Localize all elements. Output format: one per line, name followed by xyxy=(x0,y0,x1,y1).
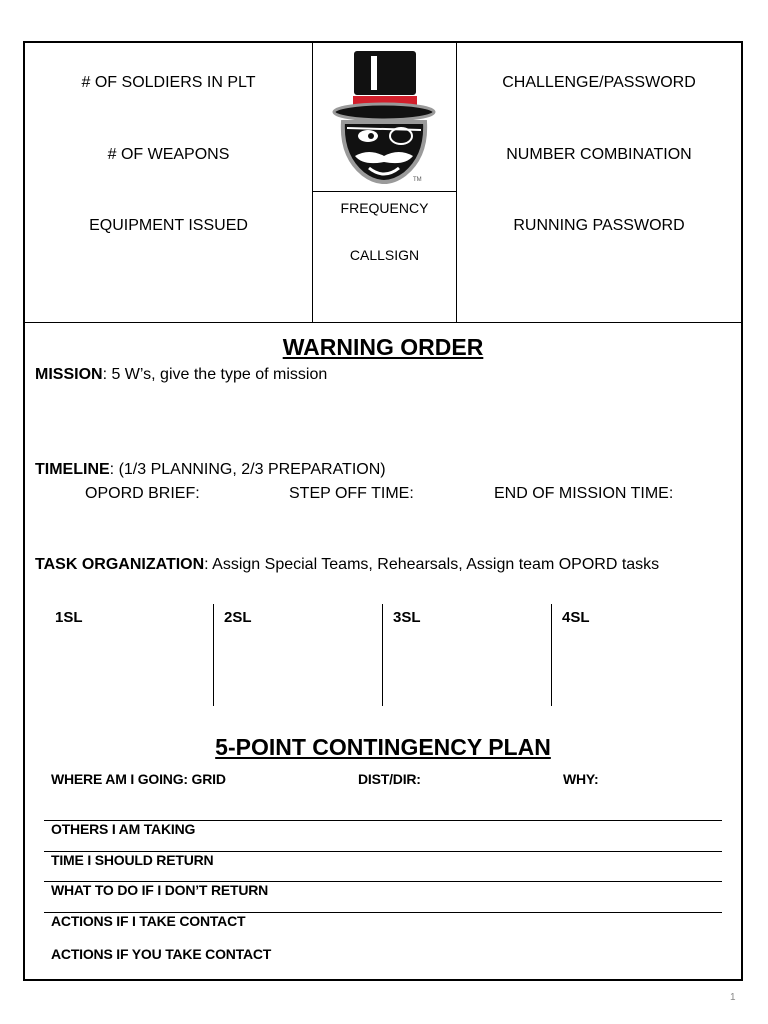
weapons-count-label: # OF WEAPONS xyxy=(107,146,230,163)
logo-divider xyxy=(312,191,457,192)
contingency-item: OTHERS I AM TAKING xyxy=(51,821,196,837)
end-of-mission-time-label: END OF MISSION TIME: xyxy=(494,485,674,502)
challenge-password-label: CHALLENGE/PASSWORD xyxy=(502,74,696,91)
task-organization-line xyxy=(35,556,659,574)
number-combination-label: NUMBER COMBINATION xyxy=(506,146,692,163)
header-bottom-divider xyxy=(25,322,741,323)
squad-divider xyxy=(382,604,383,706)
contingency-plan-title: 5-POINT CONTINGENCY PLAN xyxy=(215,734,551,760)
trademark-mark: TM xyxy=(413,177,422,183)
mission-text: : 5 W’s, give the type of mission xyxy=(102,366,328,383)
opord-brief-label: OPORD BRIEF: xyxy=(85,485,200,502)
dist-dir-label: DIST/DIR: xyxy=(358,771,421,787)
where-going-label: WHERE AM I GOING: GRID xyxy=(51,771,226,787)
squad-divider xyxy=(213,604,214,706)
page-number: 1 xyxy=(730,992,736,1003)
squad-leader-3: 3SL xyxy=(393,609,421,626)
contingency-item: TIME I SHOULD RETURN xyxy=(51,852,214,868)
callsign-label: CALLSIGN xyxy=(349,247,420,263)
task-organization-text: : Assign Special Teams, Rehearsals, Assign team OPORD tasks xyxy=(204,556,660,573)
squad-leader-2: 2SL xyxy=(224,609,252,626)
warning-order-title: WARNING ORDER xyxy=(282,334,484,360)
equipment-issued-label: EQUIPMENT ISSUED xyxy=(89,217,248,234)
mission-line xyxy=(35,366,327,384)
squad-leader-4: 4SL xyxy=(562,609,590,626)
why-label: WHY: xyxy=(563,771,599,787)
contingency-item: WHAT TO DO IF I DON’T RETURN xyxy=(51,882,269,898)
timeline-label: TIMELINE xyxy=(35,461,110,478)
task-organization-label: TASK ORGANIZATION xyxy=(35,556,205,573)
timeline-text: : (1/3 PLANNING, 2/3 PREPARATION) xyxy=(109,461,386,478)
frequency-label: FREQUENCY xyxy=(340,200,429,216)
contingency-item: ACTIONS IF I TAKE CONTACT xyxy=(51,913,246,929)
running-password-label: RUNNING PASSWORD xyxy=(513,217,685,234)
contingency-item: ACTIONS IF YOU TAKE CONTACT xyxy=(51,946,272,962)
step-off-time-label: STEP OFF TIME: xyxy=(289,485,414,502)
timeline-line xyxy=(35,461,386,479)
mission-label: MISSION xyxy=(35,366,103,383)
soldiers-count-label: # OF SOLDIERS IN PLT xyxy=(81,74,256,91)
logo xyxy=(313,44,456,191)
squad-divider xyxy=(551,604,552,706)
pirate-mascot-icon xyxy=(313,44,456,191)
squad-leader-1: 1SL xyxy=(55,609,83,626)
